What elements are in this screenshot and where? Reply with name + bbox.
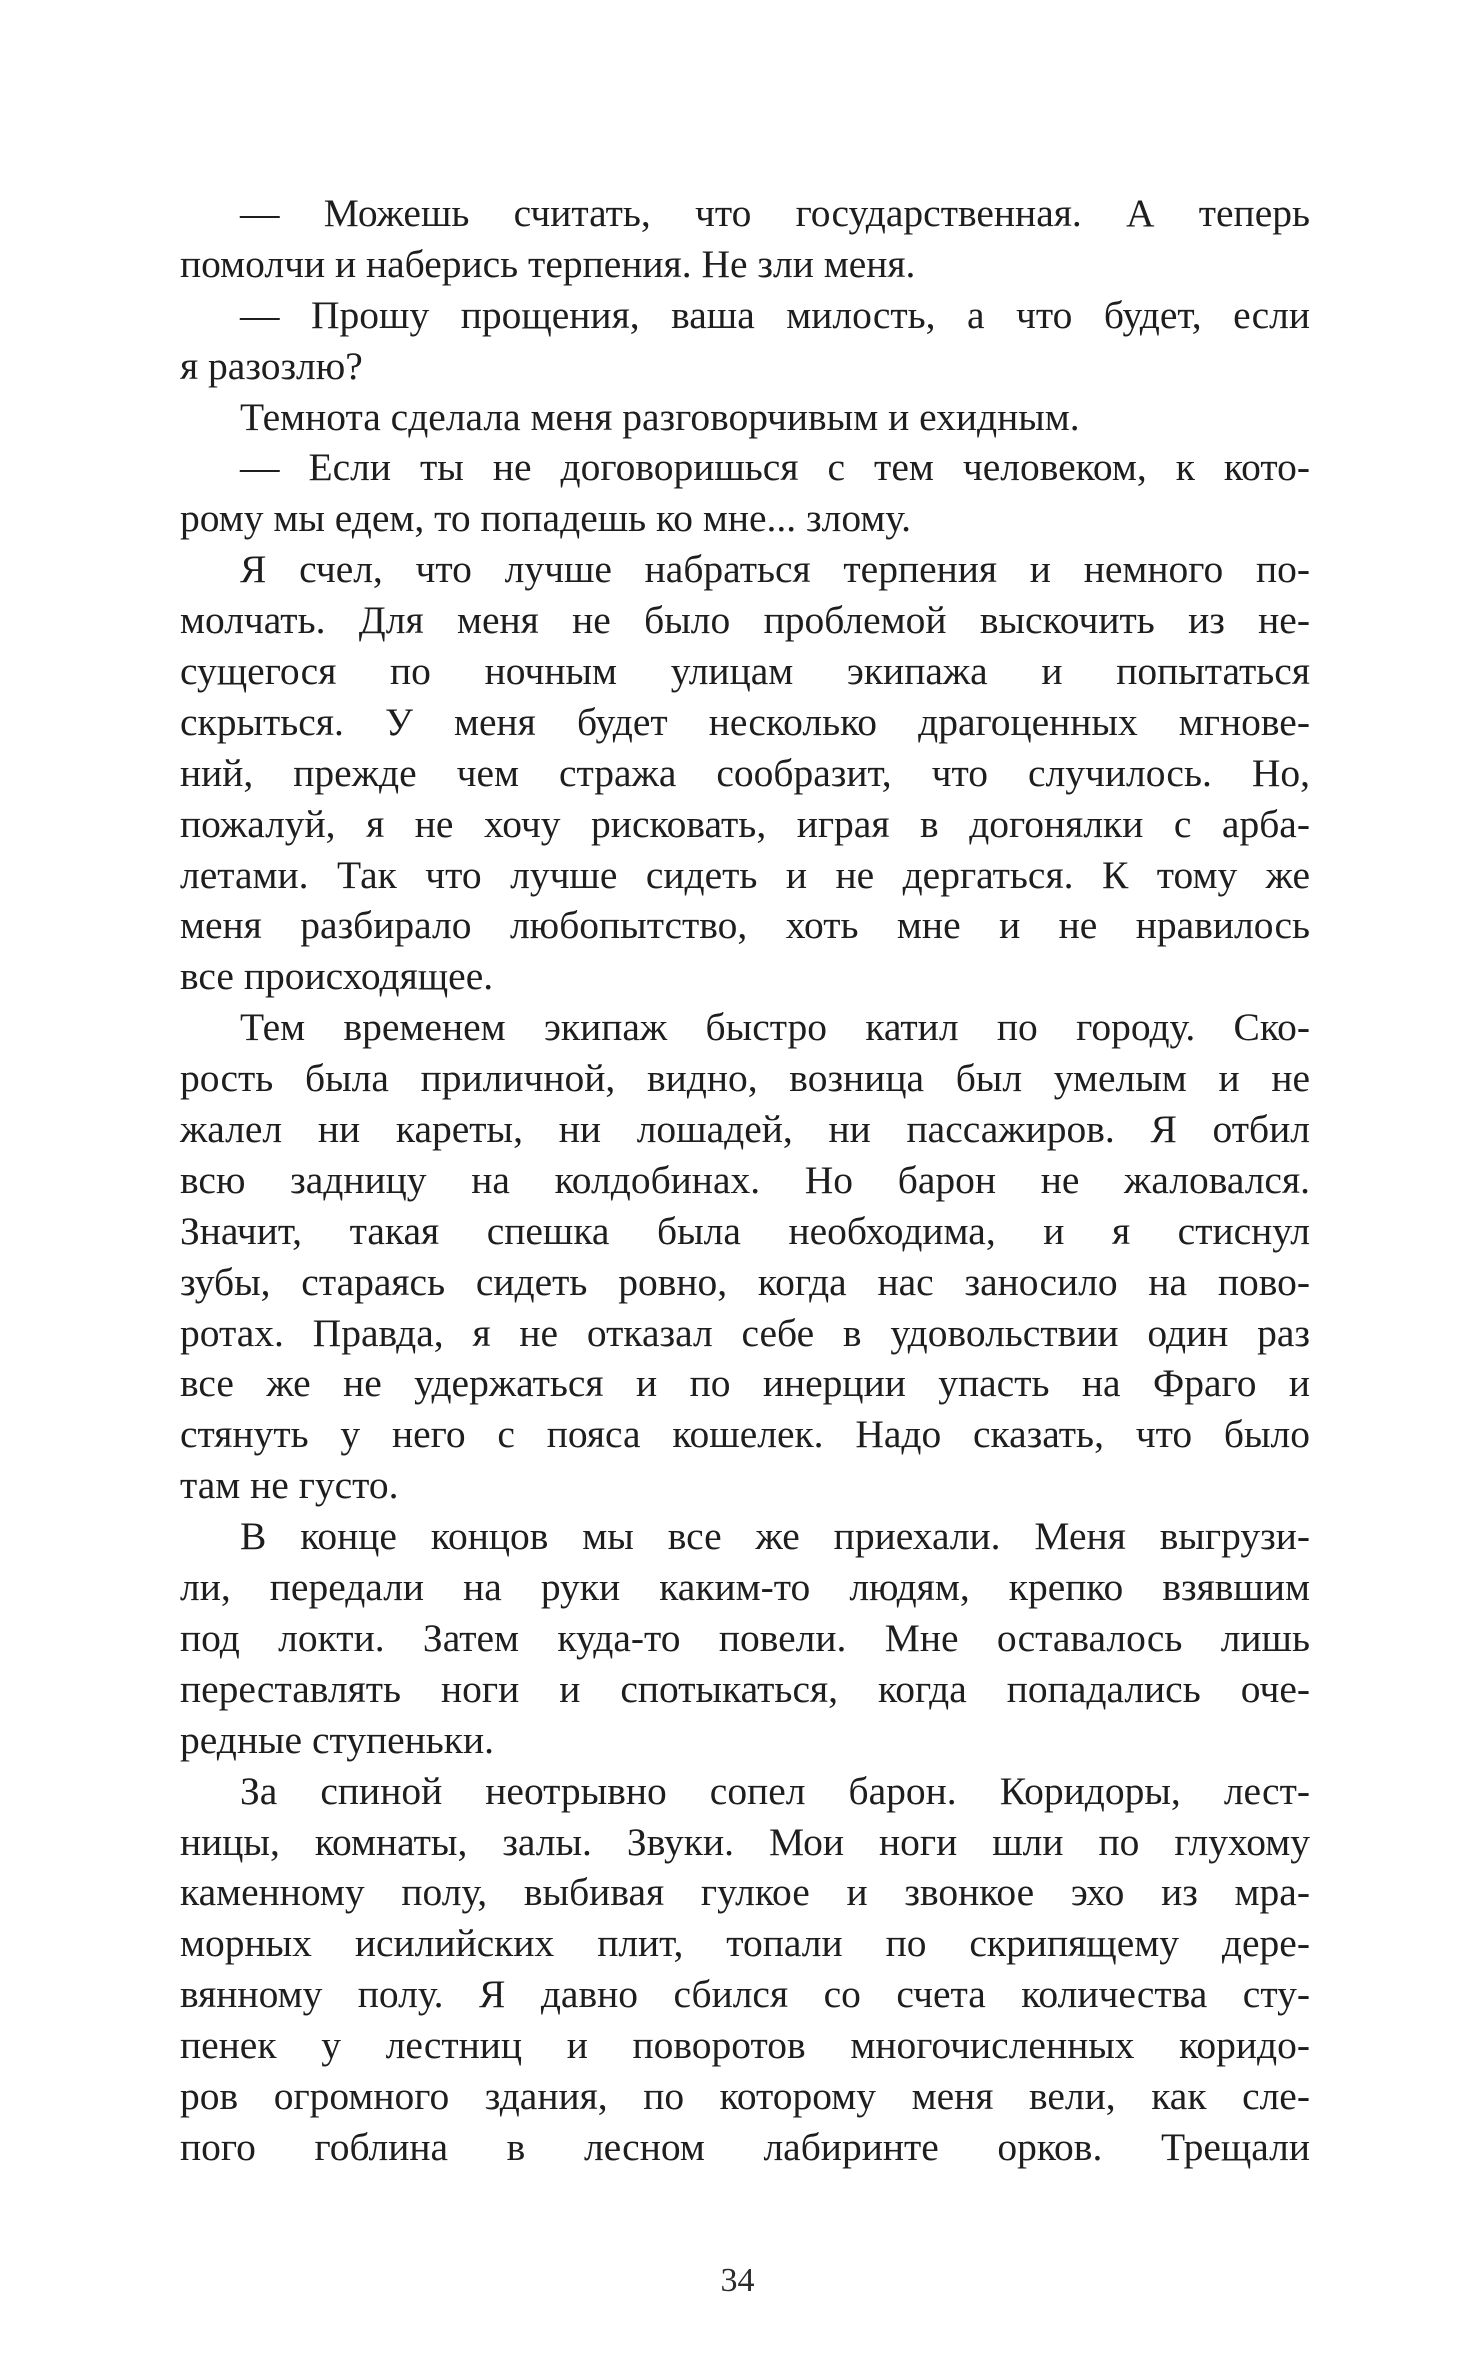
text-line: всю задницу на колдобинах. Но барон не жаловался. <box>180 1157 1310 1202</box>
page-text <box>180 188 1310 2173</box>
text-line: все происходящее. <box>180 954 494 999</box>
text-line: ний, прежде чем стража сообразит, что случилось. Но, <box>180 750 1310 795</box>
text-line: Темнота сделала меня разговорчивым и ехидным. <box>240 394 1080 439</box>
text-line: скрыться. У меня будет несколько драгоценных мгнове- <box>180 699 1310 744</box>
text-line: меня разбирало любопытство, хоть мне и не нравилось <box>180 903 1310 948</box>
text-line: редные ступеньки. <box>180 1717 494 1762</box>
text-line: сущегося по ночным улицам экипажа и попытаться <box>180 649 1310 694</box>
text-line: молчать. Для меня не было проблемой выскочить из не- <box>180 598 1310 643</box>
text-line: морных исилийских плит, топали по скрипящему дере- <box>180 1921 1310 1966</box>
text-line: пенек у лестниц и поворотов многочисленных коридо- <box>180 2023 1310 2068</box>
text-line: ров огромного здания, по которому меня вели, как сле- <box>180 2073 1310 2118</box>
text-line: За спиной неотрывно сопел барон. Коридоры, лест- <box>240 1768 1310 1813</box>
text-line: Значит, такая спешка была необходима, и я стиснул <box>180 1208 1310 1253</box>
text-line: жалел ни кареты, ни лошадей, ни пассажиров. Я отбил <box>180 1107 1310 1152</box>
text-line: все же не удержаться и по инерции упасть на Фраго и <box>180 1361 1310 1406</box>
text-line: пожалуй, я не хочу рисковать, играя в догонялки с арба- <box>180 801 1310 846</box>
text-line: ницы, комнаты, залы. Звуки. Мои ноги шли по глухому <box>180 1819 1310 1864</box>
text-line: — Можешь считать, что государственная. А теперь <box>240 191 1310 235</box>
text-line: я разозлю? <box>180 343 363 388</box>
text-line: зубы, стараясь сидеть ровно, когда нас заносило на пово- <box>180 1259 1310 1304</box>
text-line: под локти. Затем куда-то повели. Мне оставалось лишь <box>180 1615 1310 1660</box>
text-line: ротах. Правда, я не отказал себе в удовольствии один раз <box>180 1310 1310 1355</box>
text-line: пого гоблина в лесном лабиринте орков. Трещали <box>180 2124 1310 2169</box>
text-line: рость была приличной, видно, возница был умелым и не <box>180 1056 1310 1101</box>
text-line: помолчи и наберись терпения. Не зли меня. <box>180 241 916 286</box>
text-line: ли, передали на руки каким-то людям, крепко взявшим <box>180 1565 1310 1610</box>
text-line: Тем временем экипаж быстро катил по городу. Ско- <box>240 1005 1310 1050</box>
text-line: летами. Так что лучше сидеть и не дергаться. К тому же <box>180 852 1310 897</box>
text-line: рому мы едем, то попадешь ко мне... злому. <box>180 496 911 541</box>
text-line: — Если ты не договоришься с тем человеком, к кото- <box>240 445 1310 490</box>
text-line: стянуть у него с пояса кошелек. Надо сказать, что было <box>180 1412 1310 1457</box>
text-line: переставлять ноги и спотыкаться, когда попадались оче- <box>180 1666 1310 1711</box>
text-line: В конце концов мы все же приехали. Меня выгрузи- <box>240 1514 1310 1559</box>
text-line: — Прошу прощения, ваша милость, а что будет, если <box>240 292 1310 337</box>
page-number: 34 <box>720 2262 755 2299</box>
text-line: вянному полу. Я давно сбился со счета количества сту- <box>180 1972 1310 2017</box>
text-line: там не густо. <box>180 1463 399 1508</box>
text-line: Я счел, что лучше набраться терпения и немного по- <box>240 547 1310 592</box>
text-line: каменному полу, выбивая гулкое и звонкое эхо из мра- <box>180 1870 1310 1915</box>
